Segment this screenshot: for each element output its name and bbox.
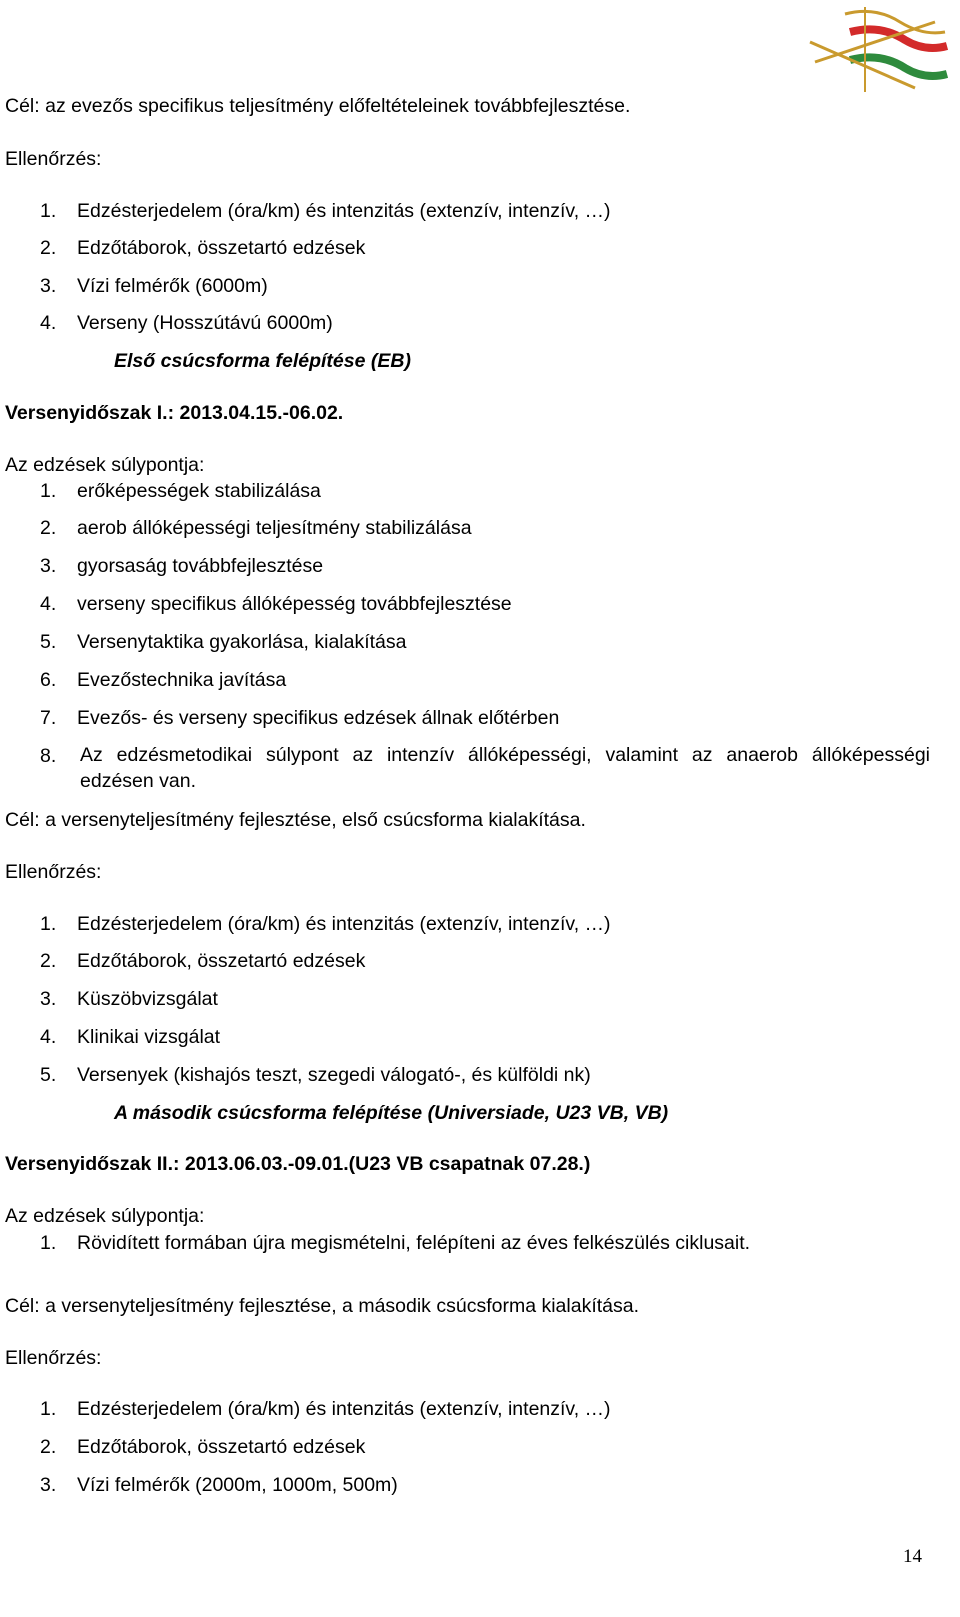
- item-number: 2.: [40, 237, 57, 259]
- item-text: Verseny (Hosszútávú 6000m): [77, 312, 333, 334]
- list-item: [40, 1025, 221, 1049]
- item-number: 4.: [40, 1026, 57, 1048]
- check-label-1: Ellenőrzés:: [5, 148, 102, 170]
- check-label-2: Ellenőrzés:: [5, 861, 102, 883]
- item-text: Edzőtáborok, összetartó edzések: [77, 1436, 366, 1458]
- item-text: erőképességek stabilizálása: [77, 480, 321, 502]
- item-number: 3.: [40, 555, 57, 577]
- list-item: [40, 668, 287, 692]
- item-text: Edzésterjedelem (óra/km) és intenzitás (extenzív, intenzív, …): [77, 1398, 611, 1420]
- list-item: [40, 987, 218, 1011]
- item-text: Edzőtáborok, összetartó edzések: [77, 950, 366, 972]
- list-item: [40, 949, 366, 973]
- goal-text-1: Cél: az evezős specifikus teljesítmény előfeltételeinek továbbfejlesztése.: [5, 95, 631, 117]
- list-item: [40, 1063, 591, 1087]
- list-item: [40, 592, 512, 616]
- list-item: [40, 199, 611, 223]
- item-number: 4.: [40, 593, 57, 615]
- item-text: Edzésterjedelem (óra/km) és intenzitás (extenzív, intenzív, …): [77, 200, 611, 222]
- competition-period-1: Versenyidőszak I.: 2013.04.15.-06.02.: [5, 402, 344, 424]
- item-number: 5.: [40, 631, 57, 653]
- item-text: Edzőtáborok, összetartó edzések: [77, 237, 366, 259]
- list-item: [40, 1231, 751, 1255]
- item-text: Vízi felmérők (2000m, 1000m, 500m): [77, 1474, 398, 1496]
- item-text: Edzésterjedelem (óra/km) és intenzitás (extenzív, intenzív, …): [77, 913, 611, 935]
- goal-text-2: Cél: a versenyteljesítmény fejlesztése, első csúcsforma kialakítása.: [5, 809, 586, 831]
- list-item: [40, 1435, 366, 1459]
- competition-period-2: Versenyidőszak II.: 2013.06.03.-09.01.(U23 VB csapatnak 07.28.): [5, 1153, 591, 1175]
- item-number: 1.: [40, 480, 57, 502]
- list-item: [40, 274, 268, 298]
- item-text: Rövidített formában újra megismételni, felépíteni az éves felkészülés ciklusait.: [77, 1232, 751, 1254]
- emphasis-label-1: Az edzések súlypontja:: [5, 454, 205, 476]
- item-number: 3.: [40, 275, 57, 297]
- item-number: 1.: [40, 1398, 57, 1420]
- item-number: 1.: [40, 1232, 57, 1254]
- item-number: 3.: [40, 1474, 57, 1496]
- item-number: 6.: [40, 669, 57, 691]
- item-number: 4.: [40, 312, 57, 334]
- item-number: 2.: [40, 1436, 57, 1458]
- list-item: [40, 479, 321, 503]
- list-item-number: 8.: [40, 745, 57, 767]
- item-text: Evezős- és verseny specifikus edzések állnak előtérben: [77, 707, 560, 729]
- list-item: [40, 236, 366, 260]
- item-text: verseny specifikus állóképesség továbbfejlesztése: [77, 593, 512, 615]
- emphasis-label-2: Az edzések súlypontja:: [5, 1205, 205, 1227]
- goal-text-3: Cél: a versenyteljesítmény fejlesztése, a második csúcsforma kialakítása.: [5, 1295, 640, 1317]
- list-item: [40, 630, 407, 654]
- item-text: Versenyek (kishajós teszt, szegedi válogató-, és külföldi nk): [77, 1064, 591, 1086]
- list-item: [40, 311, 333, 335]
- heading-first-peak: Első csúcsforma felépítése (EB): [114, 350, 411, 372]
- item-number: 3.: [40, 988, 57, 1010]
- list-item: [40, 706, 560, 730]
- list-item: [40, 554, 324, 578]
- item-number: 2.: [40, 517, 57, 539]
- list-item: [40, 1473, 398, 1497]
- item-number: 2.: [40, 950, 57, 972]
- list-item: [40, 516, 472, 540]
- list-item: [40, 912, 611, 936]
- rowing-flag-logo: [805, 2, 955, 94]
- item-text: Klinikai vizsgálat: [77, 1026, 221, 1048]
- item-text: Evezőstechnika javítása: [77, 669, 287, 691]
- item-text: Küszöbvizsgálat: [77, 988, 218, 1010]
- list-item-text: Az edzésmetodikai súlypont az intenzív állóképességi, valamint az anaerob állóképességi edzésen van.: [80, 744, 930, 792]
- item-text: Vízi felmérők (6000m): [77, 275, 268, 297]
- item-number: 5.: [40, 1064, 57, 1086]
- item-text: Versenytaktika gyakorlása, kialakítása: [77, 631, 407, 653]
- item-number: 1.: [40, 913, 57, 935]
- heading-second-peak: A második csúcsforma felépítése (Universiade, U23 VB, VB): [114, 1102, 669, 1124]
- item-number: 7.: [40, 707, 57, 729]
- item-text: gyorsaság továbbfejlesztése: [77, 555, 324, 577]
- list-item: [40, 1397, 611, 1421]
- item-number: 1.: [40, 200, 57, 222]
- item-text: aerob állóképességi teljesítmény stabilizálása: [77, 517, 472, 539]
- page-number: 14: [903, 1546, 922, 1567]
- check-label-3: Ellenőrzés:: [5, 1347, 102, 1369]
